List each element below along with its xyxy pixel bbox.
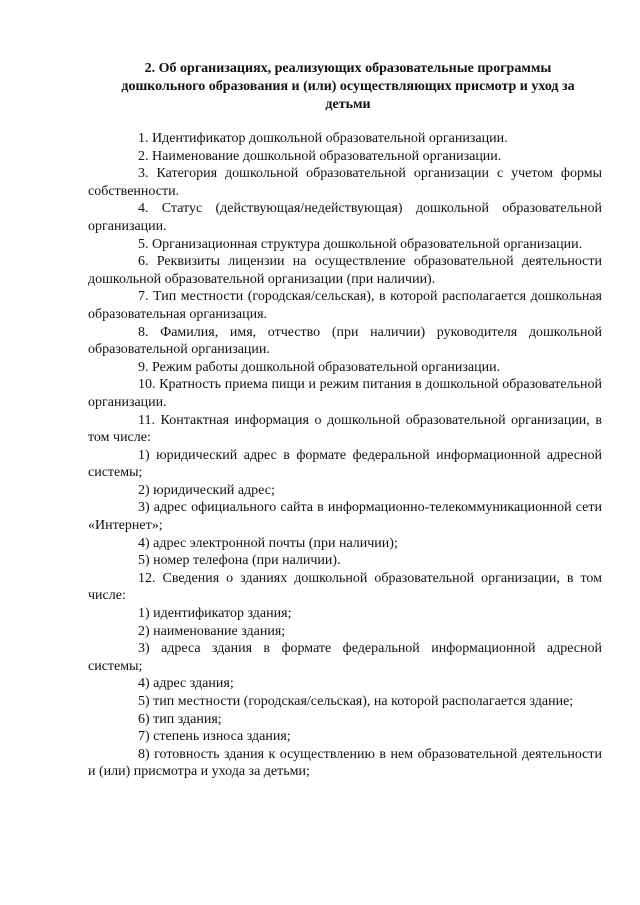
sub-list-item: 3) адрес официального сайта в информационно-телекоммуникационной сети «Интернет»; bbox=[88, 500, 602, 534]
sub-list-item: 8) готовность здания к осуществлению в нем образовательной деятельности и (или) присмотра и ухода за детьми; bbox=[88, 746, 602, 780]
section-title bbox=[88, 60, 608, 114]
list-item: 8. Фамилия, имя, отчество (при наличии) руководителя дошкольной образовательной организации. bbox=[88, 324, 602, 358]
list-item: 11. Контактная информация о дошкольной образовательной организации, в том числе: bbox=[88, 412, 602, 446]
list-item: 3. Категория дошкольной образовательной организации с учетом формы собственности. bbox=[88, 166, 602, 199]
section-title-line: дошкольного образования и (или) осуществляющих присмотр и уход за bbox=[121, 79, 575, 94]
list-item: 12. Сведения о зданиях дошкольной образовательной организации, в том числе: bbox=[88, 570, 602, 604]
sub-list-item: 6) тип здания; bbox=[138, 711, 222, 727]
sub-list-item: 2) юридический адрес; bbox=[138, 482, 275, 498]
list-item: 1. Идентификатор дошкольной образовательной организации. bbox=[138, 131, 508, 146]
sub-list-item: 5) тип местности (городская/сельская), на которой располагается здание; bbox=[138, 694, 574, 709]
list-item: 6. Реквизиты лицензии на осуществление образовательной деятельности дошкольной образовательной организации (при наличии). bbox=[88, 254, 602, 287]
list-item: 10. Кратность приема пищи и режим питания в дошкольной образовательной организации. bbox=[88, 377, 602, 410]
sub-list-item: 2) наименование здания; bbox=[138, 623, 286, 639]
sub-list-item: 1) юридический адрес в формате федеральной информационной адресной системы; bbox=[88, 447, 602, 481]
sub-list-item: 3) адреса здания в формате федеральной информационной адресной системы; bbox=[88, 641, 602, 674]
sub-list-item: 4) адрес здания; bbox=[138, 676, 234, 692]
document-body bbox=[88, 130, 602, 781]
list-item: 2. Наименование дошкольной образовательной организации. bbox=[138, 148, 502, 164]
sub-list-item: 1) идентификатор здания; bbox=[138, 606, 292, 622]
list-item: 4. Статус (действующая/недействующая) дошкольной образовательной организации. bbox=[88, 201, 602, 234]
sub-list-item: 5) номер телефона (при наличии). bbox=[138, 553, 341, 569]
sub-list-item: 4) адрес электронной почты (при наличии); bbox=[138, 535, 398, 551]
section-title-line: детьми bbox=[325, 97, 371, 112]
list-item: 9. Режим работы дошкольной образовательной организации. bbox=[138, 359, 501, 375]
list-item: 7. Тип местности (городская/сельская), в которой располагается дошкольная образовательная организация. bbox=[88, 289, 602, 322]
list-item: 5. Организационная структура дошкольной образовательной организации. bbox=[138, 236, 583, 252]
sub-list-item: 7) степень износа здания; bbox=[138, 729, 291, 745]
section-title-line: 2. Об организациях, реализующих образовательные программы bbox=[144, 61, 552, 76]
